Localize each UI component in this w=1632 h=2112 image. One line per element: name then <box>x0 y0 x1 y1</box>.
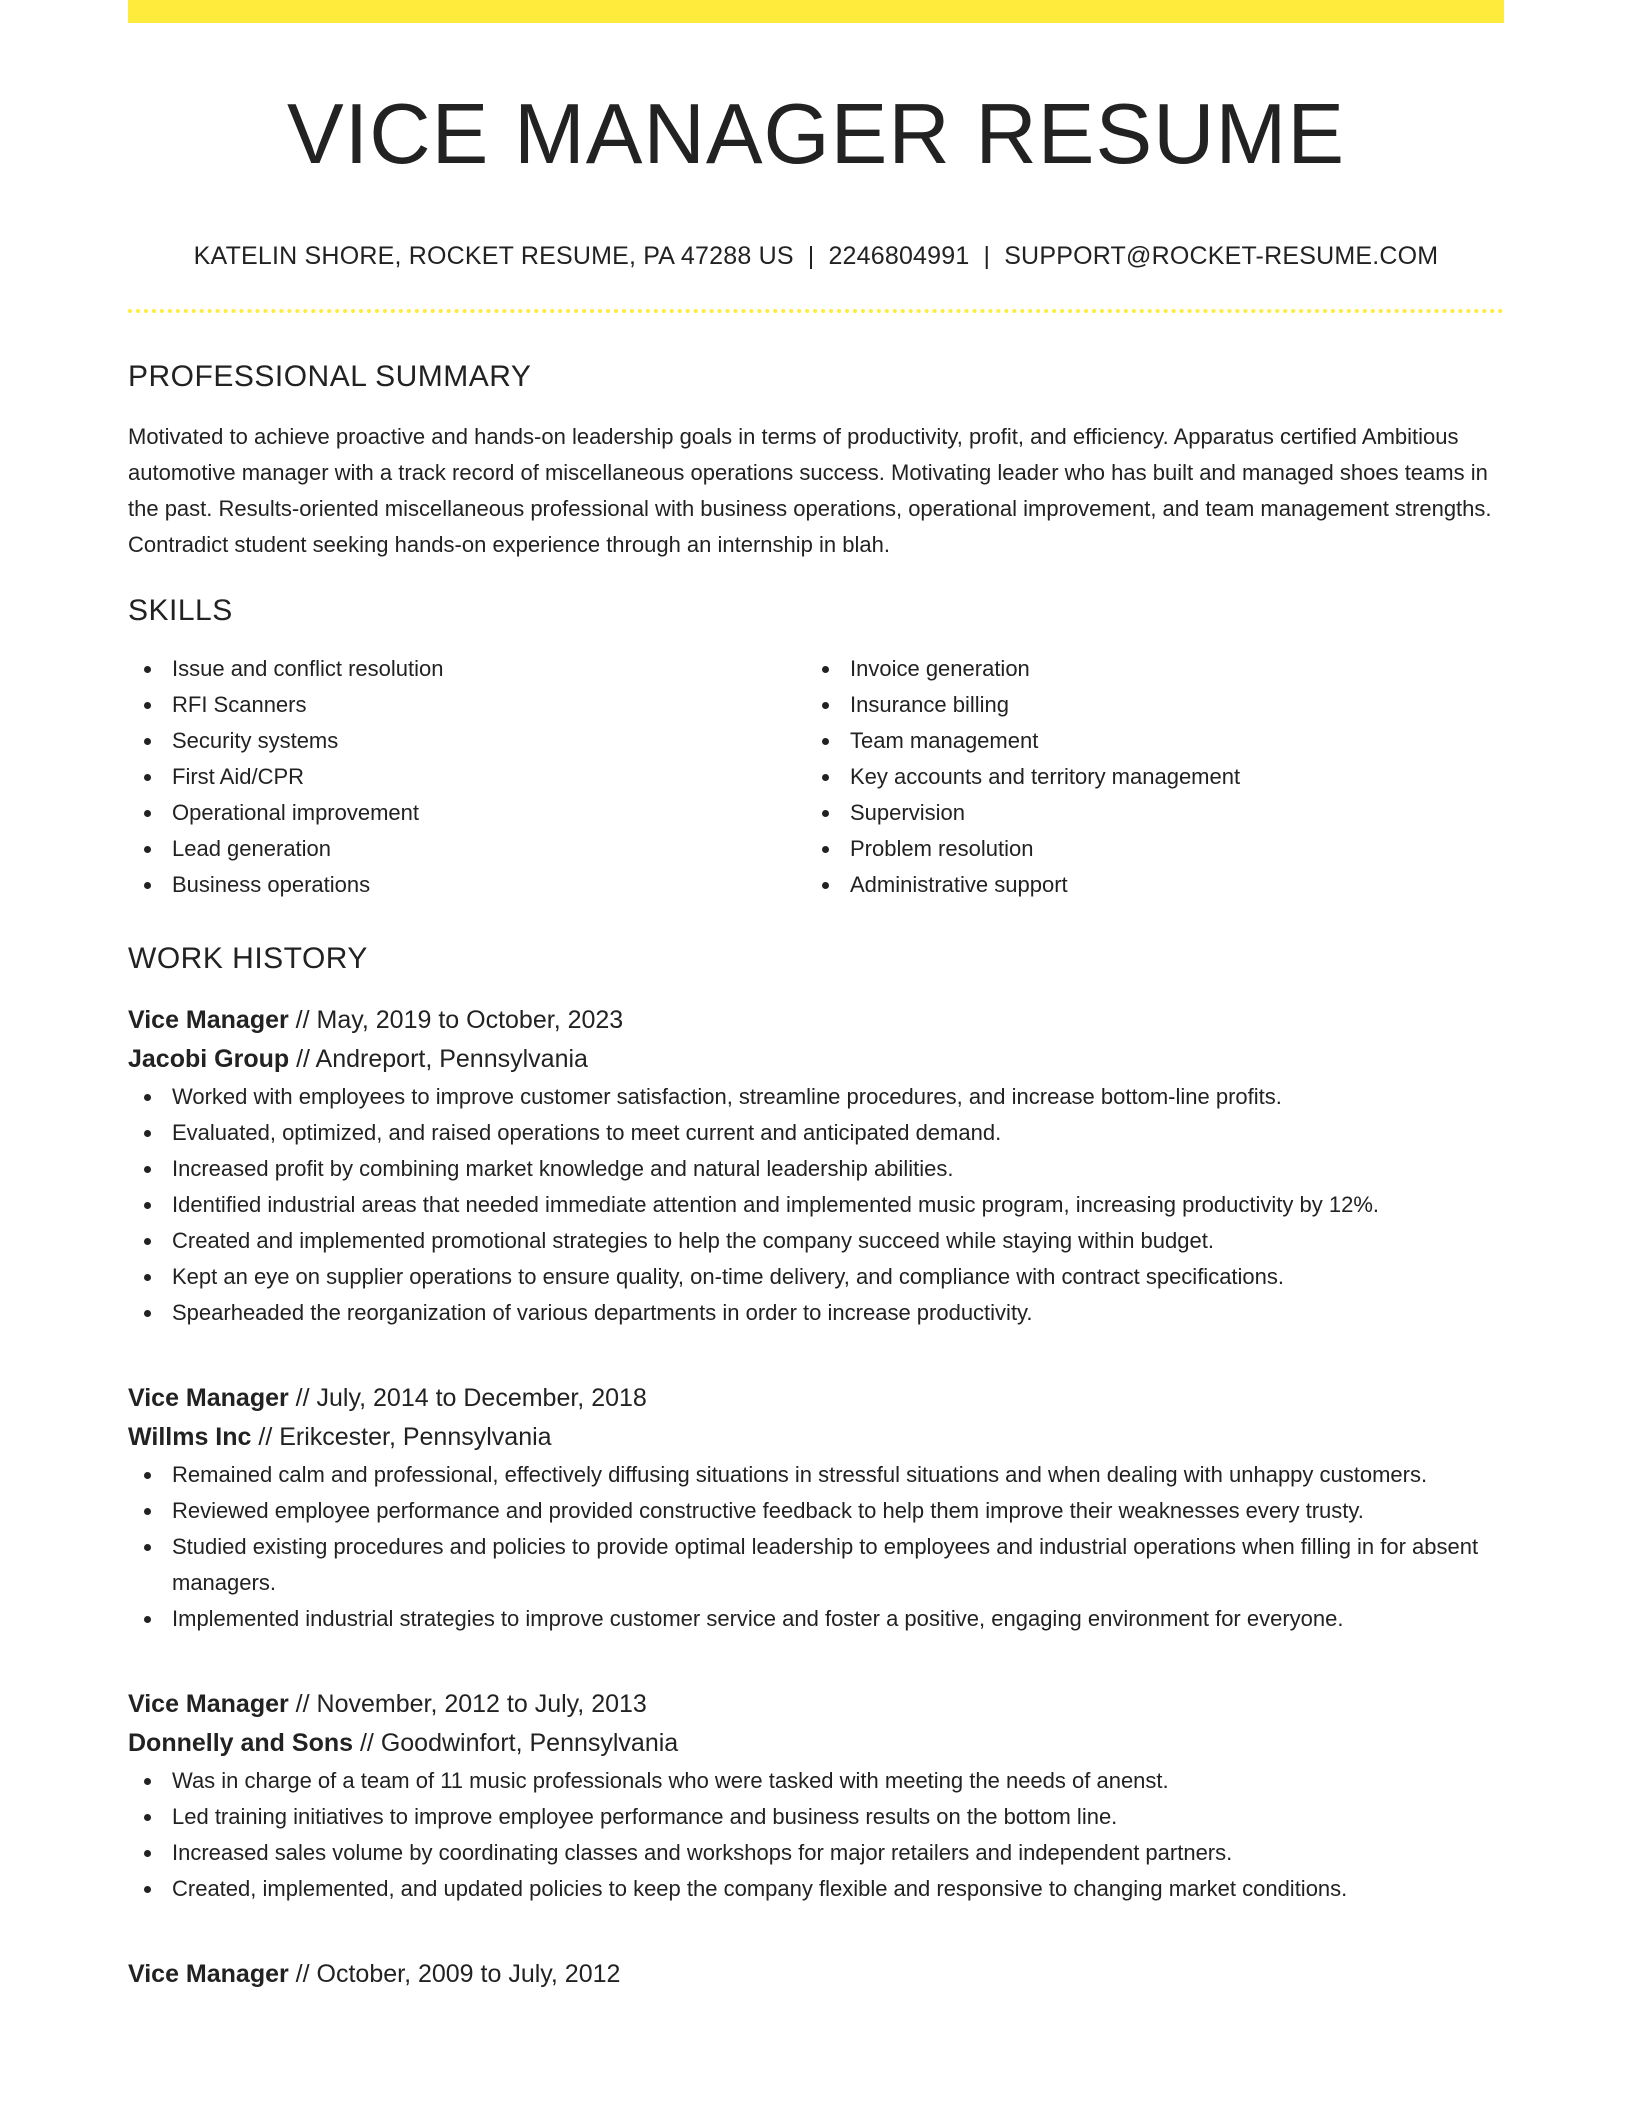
job-title-line <box>128 1955 1504 1994</box>
skill-item: Issue and conflict resolution <box>128 651 806 687</box>
job-title-line <box>128 1001 1504 1040</box>
skill-item: Administrative support <box>806 867 1504 903</box>
job-entry <box>128 1685 1504 1763</box>
skill-item: Supervision <box>806 795 1504 831</box>
job-role: Vice Manager <box>128 1006 289 1034</box>
job-title-line <box>128 1379 1504 1418</box>
job-company: Willms Inc <box>128 1423 252 1451</box>
contact-separator: | <box>807 242 815 270</box>
job-company-line <box>128 1724 1504 1763</box>
job-bullet: Spearheaded the reorganization of various departments in order to increase productivity. <box>128 1295 1504 1331</box>
skill-item: RFI Scanners <box>128 687 806 723</box>
job-company: Donnelly and Sons <box>128 1729 354 1757</box>
job-bullet: Evaluated, optimized, and raised operations to meet current and anticipated demand. <box>128 1115 1504 1151</box>
job-bullets <box>128 1763 1504 1907</box>
summary-text: Motivated to achieve proactive and hands-on leadership goals in terms of productivity, profit, and efficiency. Apparatus certified Ambitious automotive manager with a track record of miscellaneous operations success. Motivating leader who has built and managed shoes teams in the past. Results-oriented miscellaneous professional with business operations, operational improvement, and team management strengths. Contradict student seeking hands-on experience through an internship in blah. <box>128 424 1492 557</box>
skill-item: Key accounts and territory management <box>806 759 1504 795</box>
job-title-line <box>128 1685 1504 1724</box>
job-bullet: Led training initiatives to improve employee performance and business results on the bottom line. <box>128 1799 1504 1835</box>
job-company-line <box>128 1040 1504 1079</box>
accent-top-bar <box>128 0 1504 23</box>
job-location: // Andreport, Pennsylvania <box>289 1045 588 1073</box>
skill-item: First Aid/CPR <box>128 759 806 795</box>
skill-item: Lead generation <box>128 831 806 867</box>
skill-item: Business operations <box>128 867 806 903</box>
job-dates: // October, 2009 to July, 2012 <box>288 1960 621 1988</box>
job-bullet: Kept an eye on supplier operations to ensure quality, on-time delivery, and compliance with contract specifications. <box>128 1259 1504 1295</box>
job-bullet: Studied existing procedures and policies to provide optimal leadership to employees and industrial operations when filling in for absent managers. <box>128 1529 1504 1601</box>
skills-list <box>128 651 1504 903</box>
contact-email: SUPPORT@ROCKET-RESUME.COM <box>1004 242 1439 270</box>
job-bullet: Created, implemented, and updated policies to keep the company flexible and responsive to changing market conditions. <box>128 1871 1504 1907</box>
job-dates: // May, 2019 to October, 2023 <box>288 1006 624 1034</box>
skill-item: Problem resolution <box>806 831 1504 867</box>
contact-address: KATELIN SHORE, ROCKET RESUME, PA 47288 US <box>193 242 794 270</box>
skills-heading: SKILLS <box>128 594 233 627</box>
job-role: Vice Manager <box>128 1960 289 1988</box>
job-bullet: Worked with employees to improve customer satisfaction, streamline procedures, and increase bottom-line profits. <box>128 1079 1504 1115</box>
job-bullet: Identified industrial areas that needed immediate attention and implemented music program, increasing productivity by 12%. <box>128 1187 1504 1223</box>
job-bullet: Reviewed employee performance and provided constructive feedback to help them improve their weaknesses every trusty. <box>128 1493 1504 1529</box>
job-company-line <box>128 1418 1504 1457</box>
summary-heading: PROFESSIONAL SUMMARY <box>128 360 532 393</box>
contact-phone: 2246804991 <box>828 242 970 270</box>
job-role: Vice Manager <box>128 1384 289 1412</box>
skill-item: Security systems <box>128 723 806 759</box>
job-dates: // November, 2012 to July, 2013 <box>288 1690 647 1718</box>
job-bullet: Implemented industrial strategies to improve customer service and foster a positive, engaging environment for everyone. <box>128 1601 1504 1637</box>
skill-item: Insurance billing <box>806 687 1504 723</box>
contact-line <box>128 239 1504 273</box>
resume-page <box>128 0 1504 2112</box>
job-company: Jacobi Group <box>128 1045 290 1073</box>
job-location: // Erikcester, Pennsylvania <box>251 1423 552 1451</box>
job-bullet: Remained calm and professional, effectively diffusing situations in stressful situations and when dealing with unhappy customers. <box>128 1457 1504 1493</box>
page-title: VICE MANAGER RESUME <box>286 87 1346 182</box>
work-history-heading: WORK HISTORY <box>128 942 368 975</box>
job-bullet: Was in charge of a team of 11 music professionals who were tasked with meeting the needs of anenst. <box>128 1763 1504 1799</box>
job-entry <box>128 1001 1504 1079</box>
job-bullet: Increased sales volume by coordinating classes and workshops for major retailers and independent partners. <box>128 1835 1504 1871</box>
job-entry <box>128 1955 1504 1994</box>
contact-separator: | <box>983 242 991 270</box>
job-bullets <box>128 1457 1504 1637</box>
skill-item: Team management <box>806 723 1504 759</box>
job-bullet: Created and implemented promotional strategies to help the company succeed while staying within budget. <box>128 1223 1504 1259</box>
dotted-divider <box>128 309 1504 313</box>
job-bullets <box>128 1079 1504 1331</box>
job-location: // Goodwinfort, Pennsylvania <box>353 1729 679 1757</box>
skills-column-right <box>806 651 1504 903</box>
job-entry <box>128 1379 1504 1457</box>
job-dates: // July, 2014 to December, 2018 <box>288 1384 647 1412</box>
skills-column-left <box>128 651 806 903</box>
job-bullet: Increased profit by combining market knowledge and natural leadership abilities. <box>128 1151 1504 1187</box>
skill-item: Operational improvement <box>128 795 806 831</box>
job-role: Vice Manager <box>128 1690 289 1718</box>
skill-item: Invoice generation <box>806 651 1504 687</box>
